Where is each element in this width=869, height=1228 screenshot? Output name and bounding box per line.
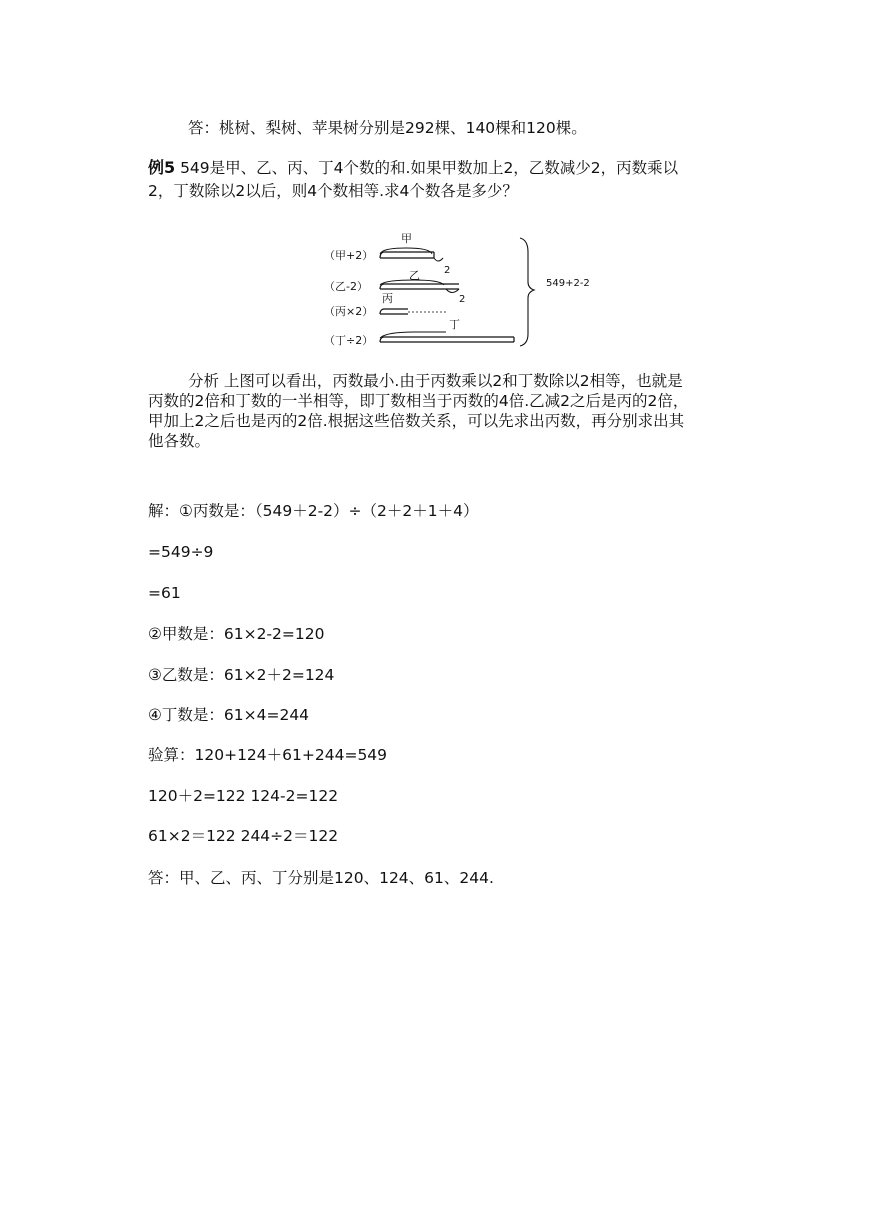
row-top-label-ding: 丁 — [449, 318, 460, 331]
example-line-1 — [148, 158, 678, 178]
total-brace — [520, 238, 534, 346]
verification-check-1: 120＋2=122 124-2=122 — [148, 787, 339, 805]
analysis-line-2: 丙数的2倍和丁数的一半相等，即丁数相当于丙数的4倍.乙减2之后是丙的2倍， — [148, 392, 689, 410]
analysis-line-3: 甲加上2之后也是丙的2倍.根据这些倍数关系，可以先求出丙数，再分别求出其 — [148, 412, 685, 430]
line-segment-diagram — [322, 228, 612, 353]
row-extra-yi: 2 — [459, 294, 466, 305]
total-label: 549+2-2 — [546, 278, 590, 289]
row-label-ding: （丁÷2） — [324, 334, 374, 347]
segment-yi — [380, 284, 459, 289]
row-label-bing: （丙×2） — [324, 305, 374, 318]
row-label-jia: （甲+2） — [324, 249, 374, 262]
solution-step-5: ③乙数是：61×2＋2=124 — [148, 666, 335, 684]
analysis-line-4: 他各数。 — [148, 432, 211, 450]
solution-step-3: =61 — [148, 584, 181, 602]
segment-ding — [380, 337, 514, 342]
solution-step-2: =549÷9 — [148, 543, 214, 561]
segment-bing — [380, 309, 408, 314]
example-text-1: 549是甲、乙、丙、丁4个数的和.如果甲数加上2，乙数减少2，丙数乘以 — [175, 159, 679, 177]
solution-step-6: ④丁数是：61×4=244 — [148, 706, 310, 724]
row-top-label-jia: 甲 — [401, 232, 412, 245]
verification-check-2: 61×2＝122 244÷2＝122 — [148, 827, 339, 845]
row-top-label-yi: 乙 — [409, 269, 420, 282]
row-extra-jia: 2 — [444, 265, 451, 276]
previous-answer: 答：桃树、梨树、苹果树分别是292棵、140棵和120棵。 — [188, 119, 587, 137]
solution-step-4: ②甲数是：61×2-2=120 — [148, 625, 325, 643]
solution-step-1: 解：①丙数是：（549＋2-2）÷（2＋2＋1＋4） — [148, 502, 479, 520]
example-label: 例5 — [148, 158, 176, 177]
example-line-2: 2，丁数除以2以后，则4个数相等.求4个数各是多少？ — [148, 182, 518, 200]
verification-line: 验算：120+124＋61+244=549 — [148, 746, 388, 764]
diagram-svg — [322, 228, 612, 353]
row-top-label-bing: 丙 — [382, 292, 393, 305]
analysis-line-1: 分析 上图可以看出，丙数最小.由于丙数乘以2和丁数除以2相等，也就是 — [188, 372, 683, 390]
extra-brace-jia — [434, 258, 443, 261]
brace-jia — [380, 248, 432, 254]
segment-jia — [380, 252, 434, 258]
row-label-yi: （乙-2） — [324, 280, 368, 293]
final-answer: 答：甲、乙、丙、丁分别是120、124、61、244. — [148, 869, 494, 887]
